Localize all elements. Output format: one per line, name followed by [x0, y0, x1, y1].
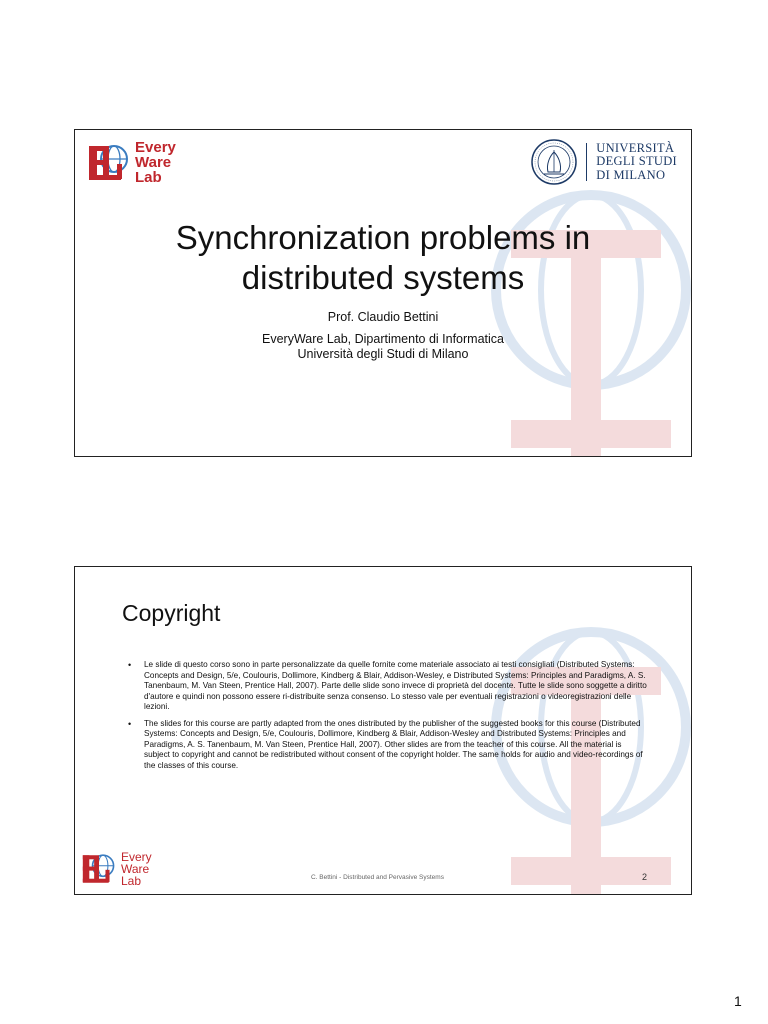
list-item: • The slides for this course are partly adapted from the ones distributed by the publisher of the suggested books for this course (Distributed Systems: Concepts and Design, 5/e, Coulouris, Dollimore, Kindberg & Blair, Addison-Wesley and Distributed Systems: Principles and Paradigms, A. S. Tanenbaum, M. Van Steen, Prentice Hall, 2007). Other slides are from the teacher of this course. All the material is subject to copyright and cannot be redistributed without consent of the copyright holder. The same holds for audio and video-recordings of the classes of this course. [128, 719, 647, 772]
university-seal-icon [530, 138, 578, 186]
list-item: • Le slide di questo corso sono in parte personalizzate da quelle fornite come materiale associato ai testi consigliati (Distributed Systems: Concepts and Design, 5/e, Coulouris, Dollimore, Kindberg & Blair, Addison-Wesley, e Distributed Systems: Principles and Paradigms, A. S. Tanenbaum, M. Van Steen, Prentice Hall, 2007). Parte delle slide sono invece di proprietà del docente. Tutte le slide sono soggette a diritto d'autore e quindi non possono essere ri-distribuite senza consenso. Lo stesso vale per eventuali registrazioni o videoregistrazioni delle lezioni. [128, 660, 647, 713]
slide-1 [74, 129, 692, 457]
logo-wordmark: Every Ware Lab [135, 139, 176, 186]
everyware-lab-logo [87, 140, 176, 185]
everyware-lab-logo [81, 851, 152, 887]
page-number: 1 [734, 993, 742, 1009]
logo-wordmark: Every Ware Lab [121, 850, 152, 888]
author-affiliation: EveryWare Lab, Dipartimento di Informatica Università degli Studi di Milano [262, 332, 504, 361]
everyware-logo-icon [87, 142, 131, 184]
slide-title: Copyright [122, 600, 221, 626]
slide-footer: C. Bettini - Distributed and Pervasive Systems [311, 874, 444, 881]
slide-number: 2 [641, 872, 647, 882]
university-logo [530, 138, 677, 186]
university-name: UNIVERSITÀ DEGLI STUDI DI MILANO [596, 140, 677, 182]
slide-2 [74, 566, 692, 895]
slide-title: Synchronization problems in distributed systems [175, 219, 591, 296]
university-divider [586, 143, 587, 181]
author-name: Prof. Claudio Bettini [327, 310, 439, 324]
everyware-logo-icon [81, 852, 117, 886]
copyright-bullets [128, 660, 647, 777]
